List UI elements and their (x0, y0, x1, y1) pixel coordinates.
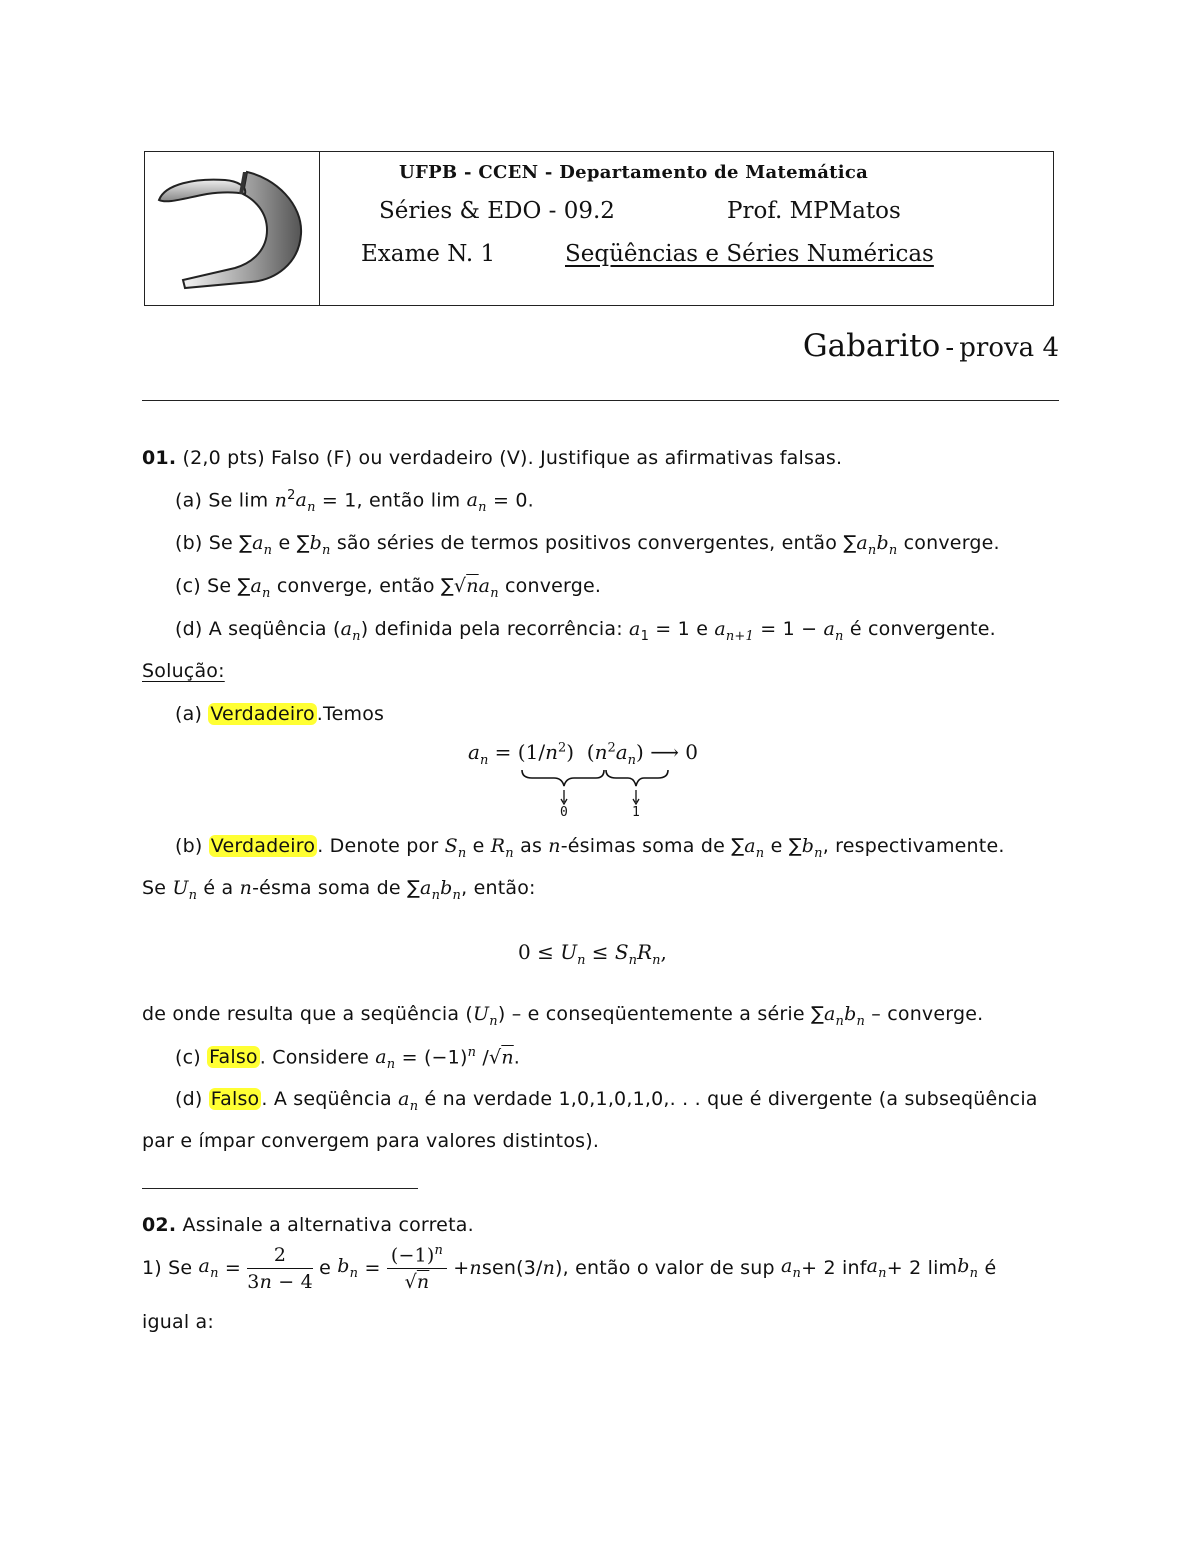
answer-c-badge: Falso (209, 1046, 258, 1069)
answer-b-line: (b) Verdadeiro . Denote por $S_n$ e $R_n$ as n-ésimas soma de $\sum a_n$ e $\sum b_n$, respectivamente. (175, 835, 1005, 861)
answer-a-badge: Verdadeiro (210, 703, 315, 725)
d-answer-text2: é na verdade 1,0,1,0,1,0,. . . que é divergente (a subseqüência (424, 1088, 1038, 1110)
answer-a-label: (a) (175, 703, 203, 725)
item-a-label: (a) (175, 489, 203, 512)
title-rule (142, 400, 1059, 401)
page-title (803, 328, 1059, 364)
q2-number: 02. (142, 1214, 177, 1236)
q2-statement: Assinale a alternativa correta. (182, 1214, 474, 1236)
answer-d-badge: Falso (210, 1088, 260, 1110)
answer-d-line: (d) Falso . A seqüência $a_n$ é na verdade 1,0,1,0,1,0,. . . que é divergente (a subseqüência (175, 1088, 1038, 1114)
section-rule (142, 1188, 418, 1189)
q1-item-d: (d) A seqüência $(a_n)$ definida pela recorrência: $a_1 = 1$ e $a_{n+1} = 1 - a_n$ é convergente. (175, 618, 996, 644)
solution-label-text: Solução: (142, 660, 225, 682)
exam-topic: Seqüências e Séries Numéricas (565, 241, 934, 267)
answer-c-label: (c) (175, 1046, 201, 1069)
professor-name: Prof. MPMatos (727, 198, 901, 224)
q1-item-a: (a) Se $\lim n^2a_n = 1$, então $\lim a_n = 0$. (175, 488, 534, 516)
fraction-bn: $\frac{(-1)^n}{√n}$ (387, 1243, 447, 1293)
answer-b-label: (b) (175, 835, 203, 857)
brace-label-left: 0 (560, 805, 568, 820)
fraction-an: $\frac{2}{3n - 4}$ (247, 1243, 313, 1293)
q1-number: 01. (142, 447, 177, 469)
solution-label (142, 660, 225, 682)
equation-b: $0 \le U_n \le S_nR_n$, (518, 940, 667, 968)
q1-item-c: (c) Se $\sum a_n$ converge, então $\sum√na_n$ converge. (175, 575, 602, 601)
b-conclusion-1: de onde resulta que a seqüência (142, 1003, 460, 1025)
underbrace-group (518, 764, 678, 824)
answer-d-line2: par e ímpar convergem para valores distintos). (142, 1130, 600, 1152)
q1-statement-line (142, 447, 842, 469)
answer-a-rest: .Temos (316, 703, 385, 725)
equation-a: $a_n = (1/n^2)$ $(n^2a_n)$ ⟶ 0 (468, 740, 698, 768)
exam-title: Exame N. 1 (361, 241, 496, 267)
title-main: Gabarito (802, 328, 941, 364)
institution-line: UFPB - CCEN - Departamento de Matemática (399, 162, 869, 183)
answer-c-line: (c) Falso . Considere $a_n = (-1)^n$ /√n. (175, 1045, 520, 1073)
answer-d-label: (d) (175, 1088, 203, 1110)
q2-statement-line (142, 1214, 474, 1236)
answer-b-line2: Se $U_n$ é a n-ésma soma de $\sum a_nb_n$, então: (142, 877, 536, 903)
header-box (144, 151, 1054, 306)
course-title: Séries & EDO - 09.2 (379, 198, 615, 224)
q2-item-1-line2: igual a: (142, 1311, 214, 1333)
item-c-label: (c) (175, 575, 201, 597)
header-divider (319, 152, 320, 305)
item1-start: 1) Se (142, 1257, 193, 1279)
q2-item-1: 1) Se $a_n$ = $\frac{2}{3n - 4}$ e $b_n$ = $\frac{(-1)^n}{√n}$ + n sen(3/ n ) , então o valor de sup $a_n$ + 2 inf $a_n$ + 2 lim $b_n$ é (142, 1242, 997, 1294)
title-dash: - (945, 333, 955, 363)
item1-end-a: , então o valor de sup (562, 1257, 775, 1279)
answer-b-badge: Verdadeiro (210, 835, 316, 857)
b-conclusion-3: – converge. (871, 1003, 984, 1025)
q1-statement: (2,0 pts) Falso (F) ou verdadeiro (V). Justifique as afirmativas falsas. (182, 447, 843, 469)
brace-label-right: 1 (632, 805, 640, 820)
d-answer-text: . A seqüência (261, 1088, 392, 1110)
q1-item-b: (b) Se $\sum a_n$ e $\sum b_n$ são séries de termos positivos convergentes, então $\sum a_nb_n$ converge. (175, 532, 1000, 558)
department-logo-icon (155, 164, 305, 294)
item-d-label: (d) (175, 618, 203, 640)
title-sub: prova 4 (959, 333, 1059, 363)
item-b-label: (b) (175, 532, 203, 554)
item1-end-b: é (984, 1257, 997, 1279)
answer-b-conclusion: de onde resulta que a seqüência $(U_n)$ – e conseqüentemente a série $\sum a_nb_n$ – converge. (142, 1003, 984, 1029)
b-conclusion-2: – e conseqüentemente a série (511, 1003, 805, 1025)
answer-a-line (175, 703, 384, 725)
